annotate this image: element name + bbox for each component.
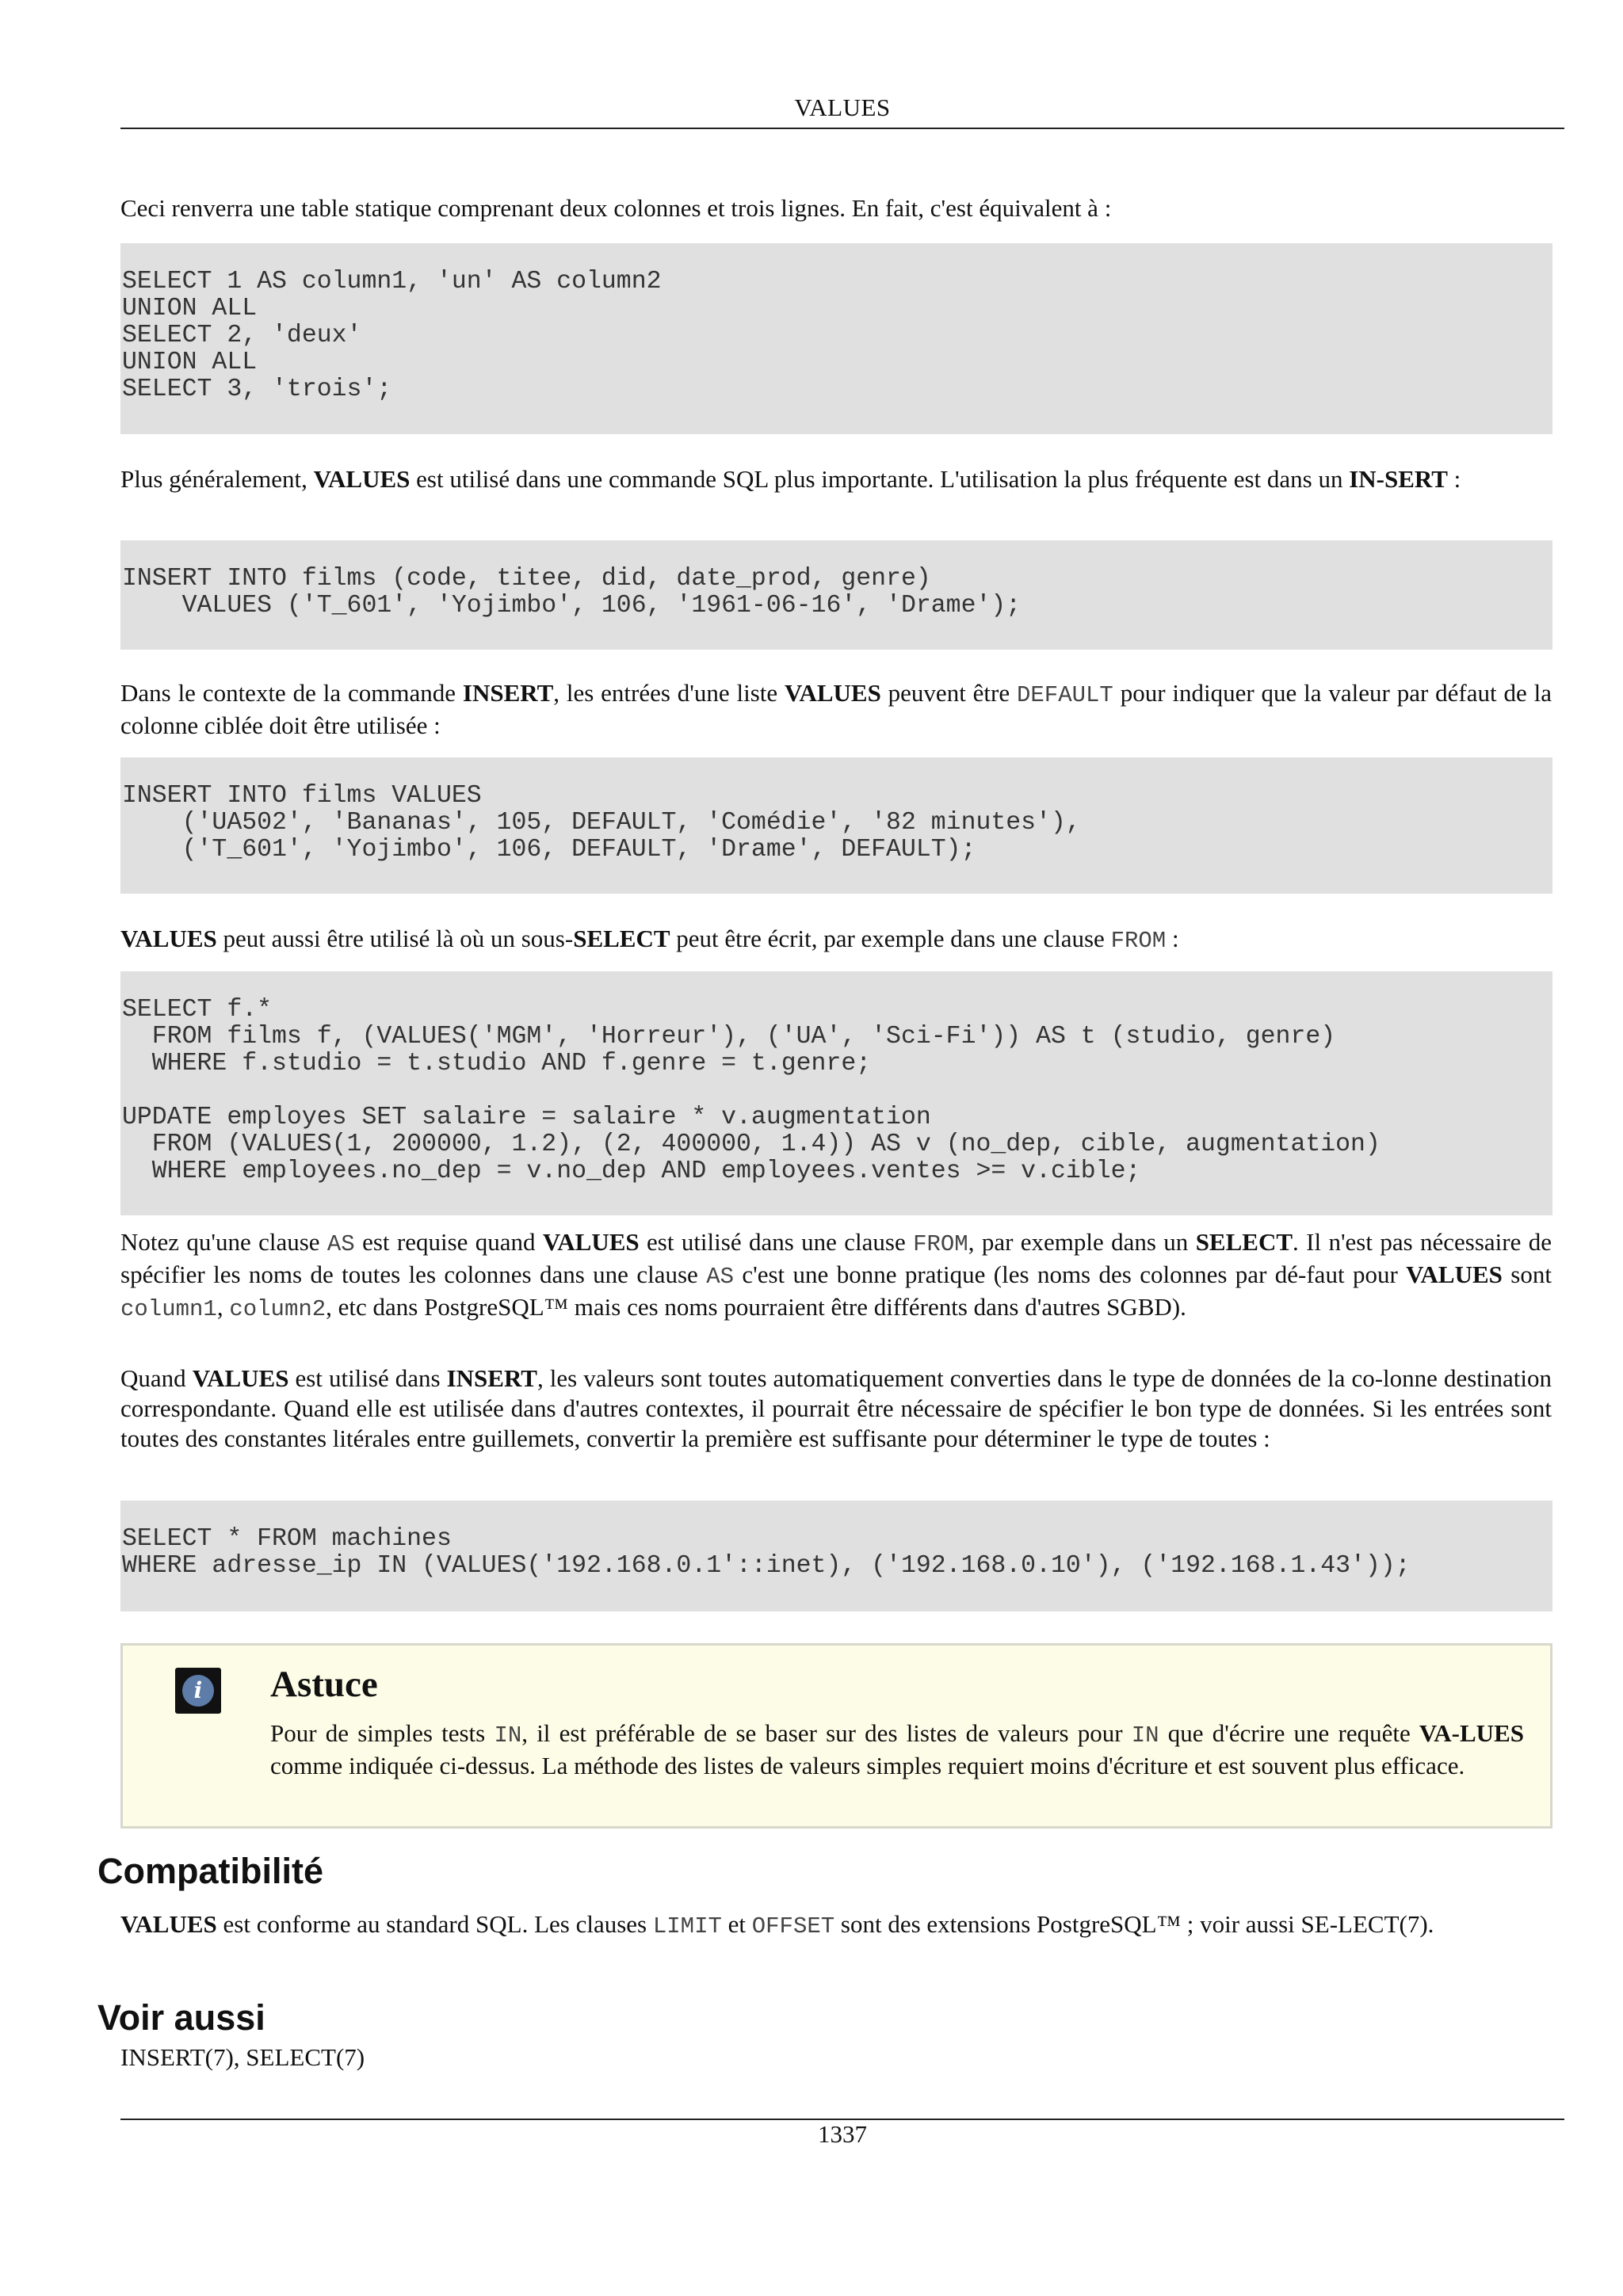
text: est requise quand (354, 1228, 543, 1256)
paragraph-compatibilite (120, 1909, 1552, 1942)
tip-title: Astuce (270, 1664, 378, 1705)
text: Quand (120, 1364, 193, 1392)
text: est utilisé dans (288, 1364, 447, 1392)
text: peuvent être (880, 679, 1017, 707)
text: peut être écrit, par exemple dans une clause (670, 925, 1111, 952)
text: . Il n'est pas nécessaire de spécifier les noms de toutes les colonnes dans une clause (120, 1228, 1552, 1288)
text: est utilisé dans une clause (639, 1228, 914, 1256)
text: Plus généralement, (120, 465, 314, 493)
keyword-bold: VALUES (120, 925, 217, 952)
text: , par exemple dans un (968, 1228, 1196, 1256)
keyword-bold: VALUES (313, 465, 411, 493)
text: , (216, 1293, 230, 1321)
text: peut aussi être utilisé là où un sous- (216, 925, 574, 952)
inline-code: column1 (120, 1296, 217, 1322)
text: : (1447, 465, 1461, 493)
keyword-bold: VALUES (192, 1364, 289, 1392)
text: , les valeurs sont toutes automatiquement converties dans le type de données de la co-lonne destination correspondante. Quand elle est utilisée dans d'autres contextes, il pourrait être nécessaire de spécifier le bon type de données. Si les entrées sont toutes des constantes litérales entre guillemets, convertir la première est suffisante pour déterminer le type de toutes : (120, 1364, 1552, 1452)
info-icon (175, 1668, 221, 1714)
code-block-subselect: SELECT f.* FROM films f, (VALUES('MGM', 'Horreur'), ('UA', 'Sci-Fi')) AS t (studio, genre) WHERE f.studio = t.studio AND f.genre = t.genre; UPDATE employes SET salaire = salaire * v.augmentation FROM (VALUES(1, 200000, 1.2), (2, 400000, 1.4)) AS v (no_dep, cible, augmentation) WHERE employees.no_dep = v.no_dep AND employees.ventes >= v.cible; (120, 971, 1552, 1215)
paragraph-text: Ceci renverra une table statique comprenant deux colonnes et trois lignes. En fait, c'est équivalent à : (120, 194, 1112, 222)
keyword-bold: INSERT (446, 1364, 537, 1392)
inline-code: AS (706, 1264, 734, 1290)
paragraph-as-clause (120, 1227, 1552, 1325)
section-title-compatibilite: Compatibilité (97, 1851, 324, 1891)
inline-code: AS (327, 1231, 355, 1257)
text: pour indiquer que la valeur par défaut de la colonne ciblée doit être utilisée : (120, 679, 1552, 739)
keyword-bold: SELECT (1195, 1228, 1293, 1256)
paragraph-type-conversion (120, 1363, 1552, 1454)
text: , les entrées d'une liste (553, 679, 785, 707)
text: Dans le contexte de la commande (120, 679, 463, 707)
keyword-bold: IN-SERT (1349, 465, 1448, 493)
inline-code: IN (1131, 1722, 1159, 1749)
text: que d'écrire une requête (1159, 1719, 1419, 1747)
inline-code: IN (494, 1722, 522, 1749)
info-glyph: i (182, 1675, 214, 1707)
text: sont des extensions PostgreSQL™ ; voir aussi SE-LECT(7). (834, 1910, 1434, 1938)
text: Notez qu'une clause (120, 1228, 327, 1256)
keyword-bold: INSERT (462, 679, 554, 707)
text: sont (1502, 1261, 1552, 1288)
keyword-bold: VALUES (785, 679, 881, 707)
text: : (1166, 925, 1179, 952)
section-title-voir-aussi: Voir aussi (97, 1997, 265, 2038)
text: , il est préférable de se baser sur des listes de valeurs pour (521, 1719, 1132, 1747)
text: c'est une bonne pratique (les noms des colonnes par dé-faut pour (734, 1261, 1407, 1288)
text: Pour de simples tests (270, 1719, 495, 1747)
text: est utilisé dans une commande SQL plus importante. L'utilisation la plus fréquente est dans un (410, 465, 1350, 493)
keyword-bold: VALUES (120, 1910, 217, 1938)
text: et (721, 1910, 752, 1938)
text: est conforme au standard SQL. Les clauses (216, 1910, 653, 1938)
inline-code: DEFAULT (1017, 682, 1113, 708)
tip-text (270, 1718, 1524, 1781)
inline-code: OFFSET (751, 1913, 835, 1939)
code-block-select-union: SELECT 1 AS column1, 'un' AS column2 UNION ALL SELECT 2, 'deux' UNION ALL SELECT 3, 'trois'; (120, 243, 1552, 434)
inline-code: FROM (913, 1231, 968, 1257)
running-header: VALUES (794, 93, 891, 121)
code-block-insert-default: INSERT INTO films VALUES ('UA502', 'Bananas', 105, DEFAULT, 'Comédie', '82 minutes'), ('T_601', 'Yojimbo', 106, DEFAULT, 'Drame', DEFAULT); (120, 757, 1552, 894)
inline-code: FROM (1110, 928, 1167, 954)
keyword-bold: VALUES (1406, 1261, 1503, 1288)
keyword-bold: SELECT (573, 925, 670, 952)
inline-code: column2 (229, 1296, 327, 1322)
paragraph-values-insert (120, 464, 1552, 494)
keyword-bold: VALUES (542, 1228, 640, 1256)
paragraph-intro (120, 193, 1552, 223)
page-number: 1337 (818, 2120, 867, 2148)
code-block-machines: SELECT * FROM machines WHERE adresse_ip IN (VALUES('192.168.0.1'::inet), ('192.168.0.10'), ('192.168.1.43')); (120, 1501, 1552, 1611)
tip-box (120, 1643, 1552, 1829)
text: , etc dans PostgreSQL™ mais ces noms pourraient être différents dans d'autres SGBD). (326, 1293, 1186, 1321)
keyword-bold: VA-LUES (1419, 1719, 1524, 1747)
header-rule (120, 128, 1564, 129)
paragraph-voir-aussi: INSERT(7), SELECT(7) (120, 2043, 365, 2071)
code-block-insert-films: INSERT INTO films (code, titee, did, date_prod, genre) VALUES ('T_601', 'Yojimbo', 106, '1961-06-16', 'Drame'); (120, 540, 1552, 650)
text: comme indiquée ci-dessus. La méthode des listes de valeurs simples requiert moins d'écriture et est souvent plus efficace. (270, 1752, 1465, 1779)
paragraph-subselect (120, 924, 1552, 956)
inline-code: LIMIT (652, 1913, 722, 1939)
paragraph-default (120, 678, 1552, 741)
